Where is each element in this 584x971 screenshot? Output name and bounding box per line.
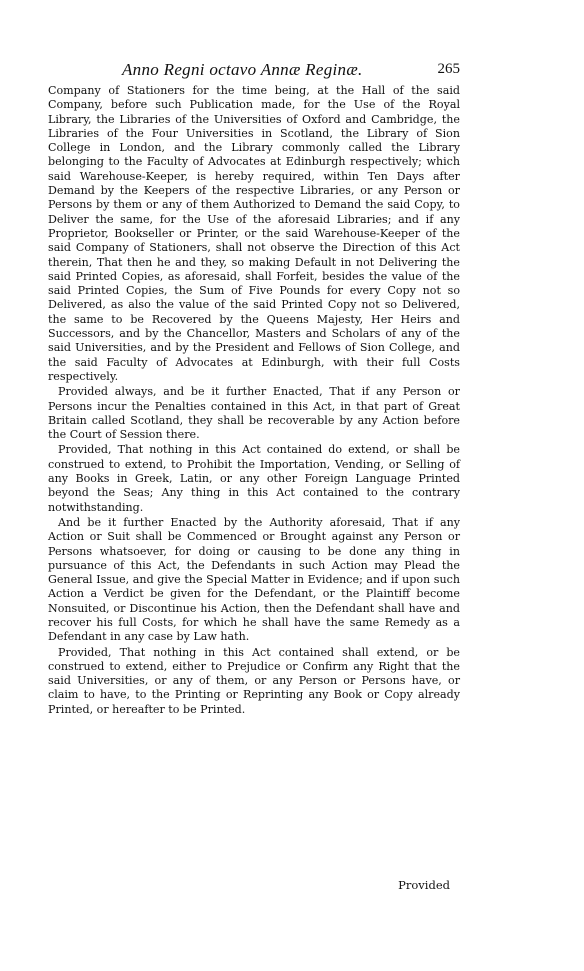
body-text bbox=[48, 84, 460, 717]
paragraph: Provided, That nothing in this Act contained do extend, or shall be construed to extend, to Prohibit the Importation, Vending, or Selling of any Books in Greek, Latin, or any other Foreign Language Printed beyond the Seas; Any thing in this Act contained to the contrary notwithstanding. bbox=[48, 443, 460, 514]
paragraph: Company of Stationers for the time being, at the Hall of the said Company, before such Publication made, for the Use of the Royal Library, the Libraries of the Universities of Oxford and Cambridge, the Libraries of the Four Universities in Scotland, the Library of Sion College in London, and the Library commonly called the Library belonging to the Faculty of Advocates at Edinburgh respectively; which said Warehouse-Keeper, is hereby required, within Ten Days after Demand by the Keepers of the respective Libraries, or any Person or Persons by them or any of them Authorized to Demand the said Copy, to Deliver the same, for the Use of the aforesaid Libraries; and if any Proprietor, Bookseller or Printer, or the said Warehouse-Keeper of the said Company of Stationers, shall not observe the Direction of this Act therein, That then he and they, so making Default in not Delivering the said Printed Copies, as aforesaid, shall Forfeit, besides the value of the said Printed Copies, the Sum of Five Pounds for every Copy not so Delivered, as also the value of the said Printed Copy not so Delivered, the same to be Recovered by the Queens Majesty, Her Heirs and Successors, and by the Chancellor, Masters and Scholars of any of the said Universities, and by the President and Fellows of Sion College, and the said Faculty of Advocates at Edinburgh, with their full Costs respectively. bbox=[48, 84, 460, 383]
document-page bbox=[48, 58, 460, 938]
running-head: Anno Regni octavo Annæ Reginæ. bbox=[122, 60, 363, 79]
page-number: 265 bbox=[437, 61, 460, 77]
paragraph: And be it further Enacted by the Authority aforesaid, That if any Action or Suit shall be Commenced or Brought against any Person or Persons whatsoever, for doing or causing to be done any thing in pursuance of this Act, the Defendants in such Action may Plead the General Issue, and give the Special Matter in Evidence; and if upon such Action a Verdict be given for the Defendant, or the Plaintiff become Nonsuited, or Discontinue his Action, then the Defendant shall have and recover his full Costs, for which he shall have the same Remedy as a Defendant in any case by Law hath. bbox=[48, 515, 460, 644]
paragraph: Provided always, and be it further Enacted, That if any Person or Persons incur the Penalties contained in this Act, in that part of Great Britain called Scotland, they shall be recoverable by any Action before the Court of Session there. bbox=[48, 385, 460, 442]
paragraph: Provided, That nothing in this Act contained shall extend, or be construed to extend, either to Prejudice or Confirm any Right that the said Universities, or any of them, or any Person or Persons have, or claim to have, to the Printing or Reprinting any Book or Copy already Printed, or hereafter to be Printed. bbox=[48, 645, 460, 716]
page-header bbox=[48, 58, 460, 84]
catchword: Provided bbox=[398, 878, 450, 892]
